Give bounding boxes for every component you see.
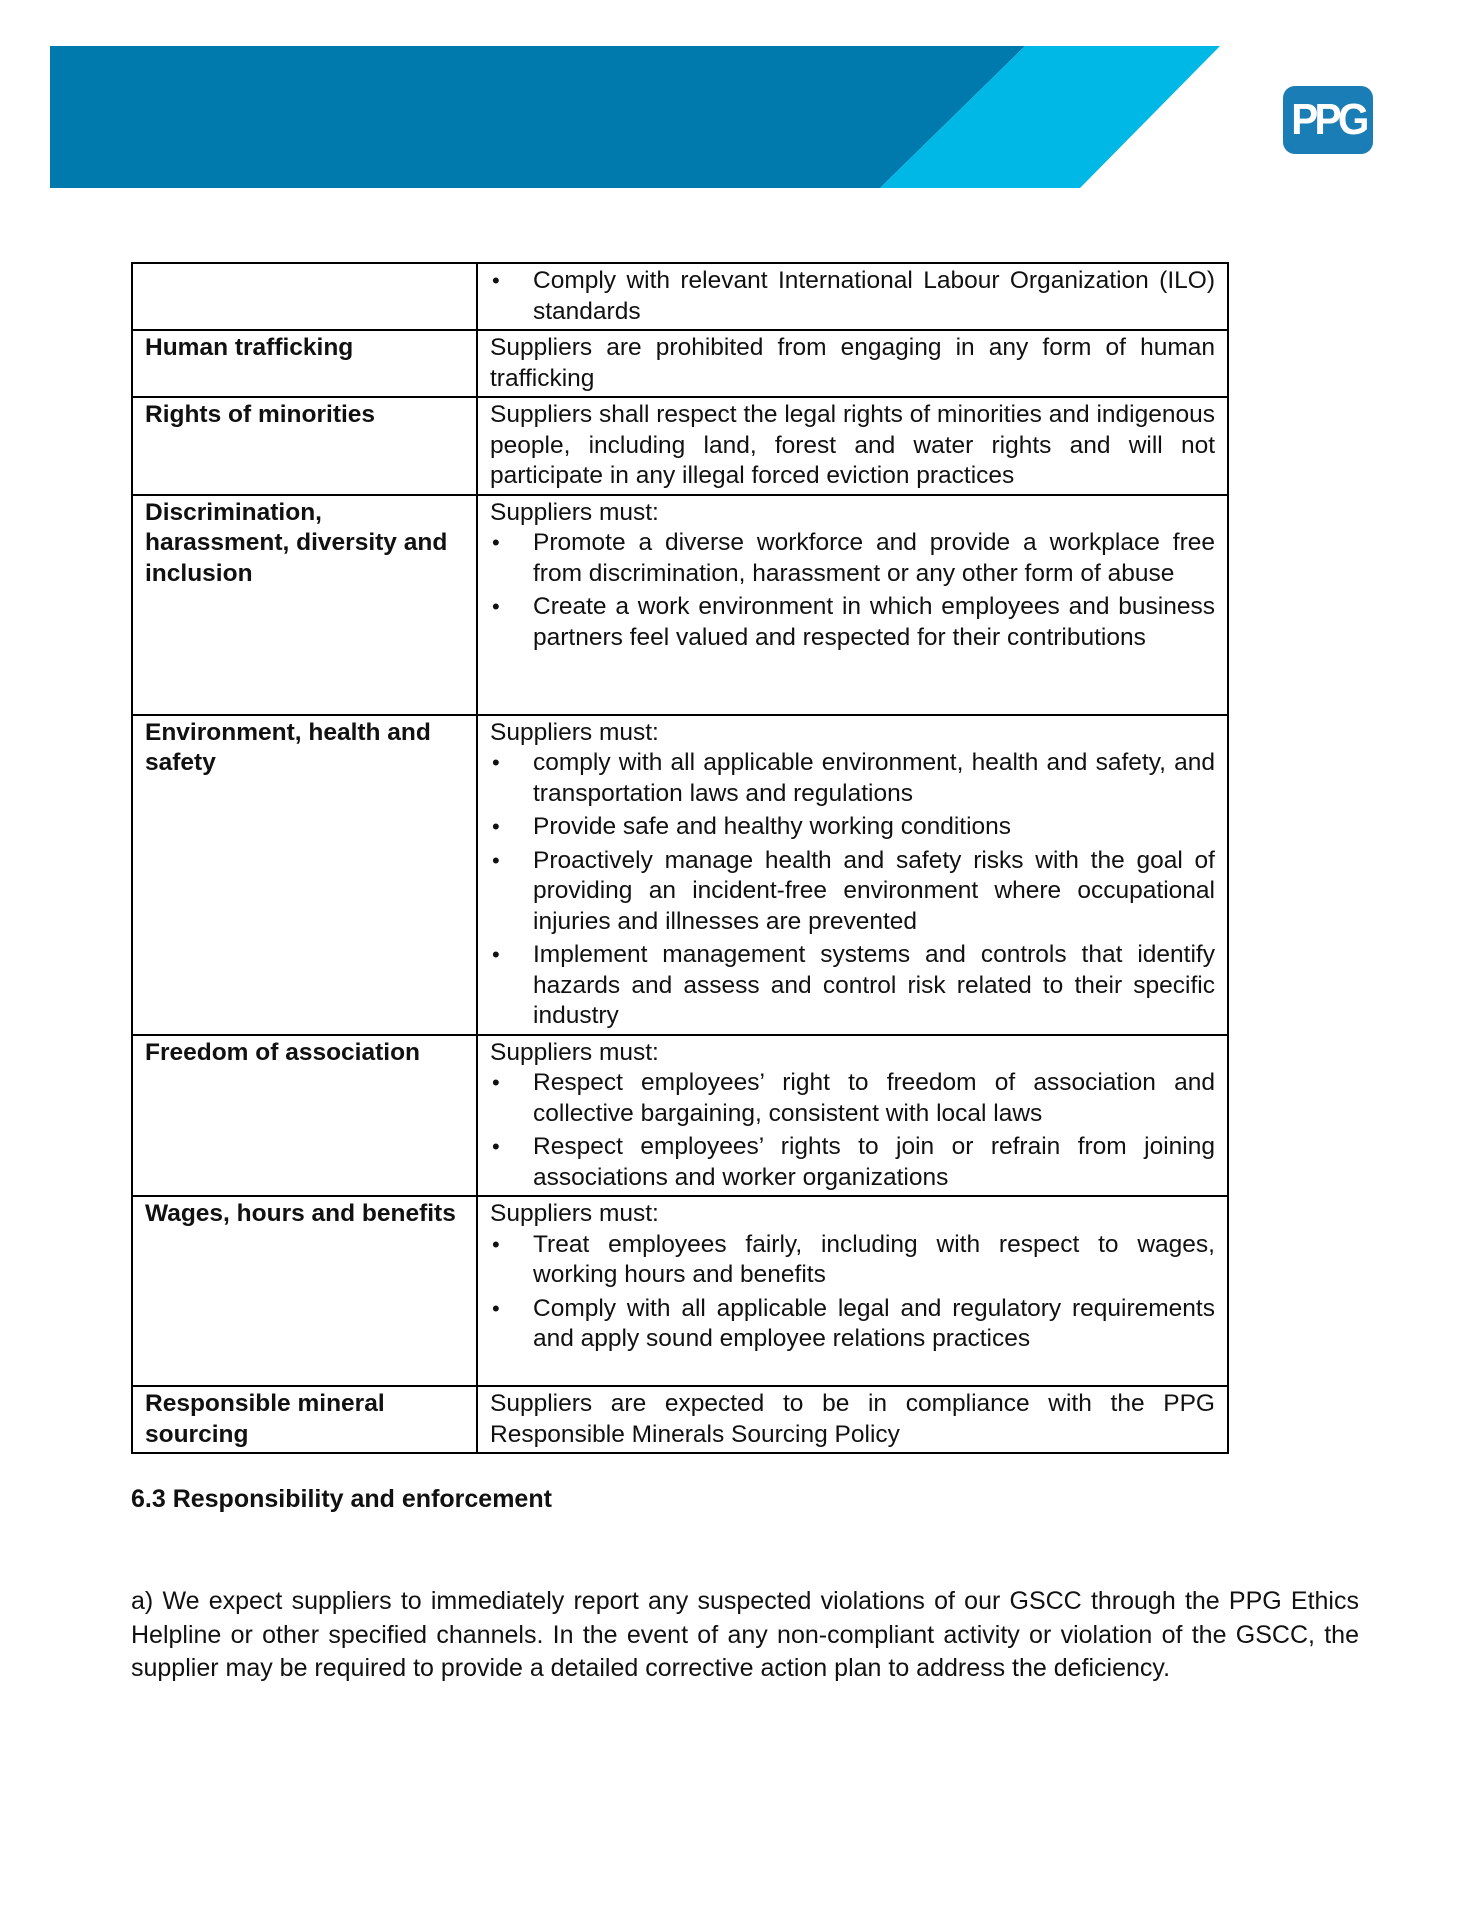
list-item: • Create a work environment in which employees and business partners feel valued and respected for their contributions — [490, 592, 1215, 653]
table-row — [132, 330, 1228, 397]
description-text: Suppliers shall respect the legal rights of minorities and indigenous people, including land, forest and water rights and will not participate in any illegal forced eviction practices — [490, 401, 1215, 489]
topic-cell: Freedom of association — [132, 1035, 477, 1197]
table-row — [132, 715, 1228, 1035]
list-item: • Respect employees’ rights to join or refrain from joining associations and worker organizations — [490, 1132, 1215, 1193]
topic-cell: Wages, hours and benefits — [132, 1196, 477, 1386]
table-row — [132, 397, 1228, 495]
list-item: • Provide safe and healthy working conditions — [490, 812, 1215, 843]
list-item: • comply with all applicable environment, health and safety, and transportation laws and regulations — [490, 748, 1215, 809]
description-text: Suppliers are expected to be in compliance with the PPG Responsible Minerals Sourcing Policy — [490, 1390, 1215, 1448]
table-row — [132, 1196, 1228, 1386]
logo-text: PPG — [1290, 95, 1366, 144]
description-cell — [477, 330, 1228, 397]
table-row — [132, 1035, 1228, 1197]
description-cell — [477, 397, 1228, 495]
topic-cell: Responsible mineral sourcing — [132, 1386, 477, 1453]
description-cell — [477, 715, 1228, 1035]
table-row — [132, 1386, 1228, 1453]
header-banner — [50, 46, 1230, 188]
description-cell — [477, 263, 1228, 330]
list-item: • Treat employees fairly, including with respect to wages, working hours and benefits — [490, 1230, 1215, 1291]
section-heading: 6.3 Responsibility and enforcement — [131, 1485, 552, 1513]
description-cell — [477, 495, 1228, 715]
description-cell — [477, 1035, 1228, 1197]
description-cell — [477, 1196, 1228, 1386]
topic-cell: Rights of minorities — [132, 397, 477, 495]
list-item: • Respect employees’ right to freedom of association and collective bargaining, consistent with local laws — [490, 1068, 1215, 1129]
bullet-list — [490, 1230, 1215, 1355]
bullet-list — [490, 528, 1215, 653]
topic-cell: Human trafficking — [132, 330, 477, 397]
description-intro: Suppliers must: — [490, 1038, 659, 1066]
list-item: • Implement management systems and controls that identify hazards and assess and control risk related to their specific industry — [490, 940, 1215, 1032]
description-intro: Suppliers must: — [490, 498, 659, 526]
body-paragraph: a) We expect suppliers to immediately report any suspected violations of our GSCC through the PPG Ethics Helpline or other specified channels. In the event of any non-compliant activity or violation of the GSCC, the supplier may be required to provide a detailed corrective action plan to address the deficiency. — [131, 1587, 1359, 1682]
topic-cell: Environment, health and safety — [132, 715, 477, 1035]
list-item: • Comply with all applicable legal and regulatory requirements and apply sound employee relations practices — [490, 1294, 1215, 1355]
description-cell — [477, 1386, 1228, 1453]
topic-cell: Discrimination, harassment, diversity and inclusion — [132, 495, 477, 715]
ppg-logo — [1283, 86, 1373, 154]
bullet-list — [490, 748, 1215, 1032]
supplier-requirements-table — [131, 262, 1229, 1454]
bullet-list — [490, 1068, 1215, 1193]
table-row — [132, 263, 1228, 330]
list-item: • Promote a diverse workforce and provide a workplace free from discrimination, harassment or any other form of abuse — [490, 528, 1215, 589]
description-text: Suppliers are prohibited from engaging in any form of human trafficking — [490, 334, 1215, 392]
description-intro: Suppliers must: — [490, 718, 659, 746]
topic-cell — [132, 263, 477, 330]
bullet-list — [490, 266, 1215, 327]
table-row — [132, 495, 1228, 715]
description-intro: Suppliers must: — [490, 1200, 659, 1227]
list-item: • Comply with relevant International Labour Organization (ILO) standards — [490, 266, 1215, 327]
banner-graphic — [50, 46, 1230, 188]
list-item: • Proactively manage health and safety risks with the goal of providing an incident-free environment where occupational injuries and illnesses are prevented — [490, 846, 1215, 938]
